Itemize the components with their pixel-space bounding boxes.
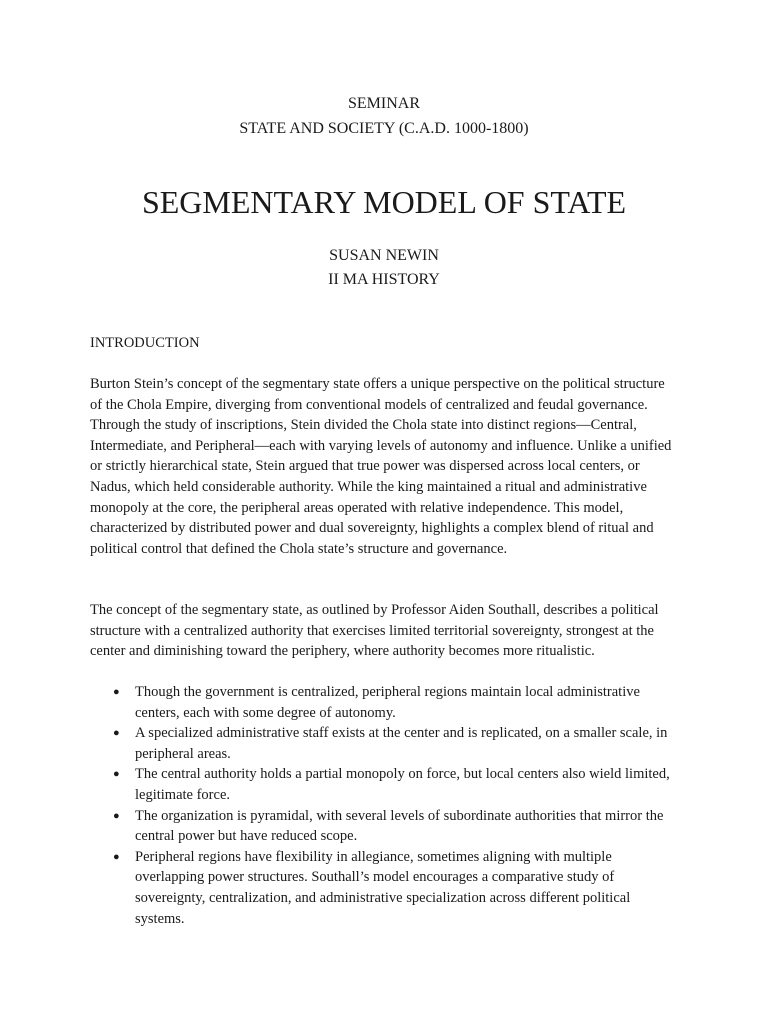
bullet-icon: ● (113, 686, 120, 698)
list-item (90, 806, 680, 847)
list-item-text: The central authority holds a partial monopoly on force, but local centers also wield limited, legitimate force. (135, 766, 670, 803)
list-item (90, 682, 680, 723)
bullet-list (90, 682, 680, 929)
list-item-text: The organization is pyramidal, with several levels of subordinate authorities that mirror the central power but have reduced scope. (135, 807, 664, 845)
bullet-icon: ● (113, 768, 120, 781)
list-item-text: A specialized administrative staff exists at the center and is replicated, on a smaller scale, in peripheral areas. (135, 725, 668, 762)
bullet-icon: ● (113, 809, 120, 822)
list-item-text: Peripheral regions have flexibility in allegiance, sometimes aligning with multiple overlapping power structures. Southall’s model encourages a comparative study of sovereignty, centralization, and administrative specialization across different political systems. (135, 848, 631, 927)
intro-paragraph-2: The concept of the segmentary state, as outlined by Professor Aiden Southall, describes a political structure with a centralized authority that exercises limited territorial sovereignty, strongest at the center and diminishing toward the periphery, where authority becomes more ritualistic. (90, 602, 659, 660)
course-label: STATE AND SOCIETY (C.A.D. 1000-1800) (239, 120, 529, 137)
program-label: II MA HISTORY (328, 271, 440, 288)
list-item-text: Though the government is centralized, peripheral regions maintain local administrative centers, each with some degree of autonomy. (135, 684, 640, 721)
list-item (90, 723, 680, 764)
section-heading-introduction: INTRODUCTION (90, 335, 200, 351)
bullet-icon: ● (113, 727, 120, 740)
document-title: SEGMENTARY MODEL OF STATE (141, 184, 627, 220)
list-item (90, 847, 680, 929)
seminar-label: SEMINAR (347, 95, 420, 112)
intro-paragraph-1: Burton Stein’s concept of the segmentary state offers a unique perspective on the political structure of the Chola Empire, diverging from conventional models of centralized and feudal governance. Through the study of inscriptions, Stein divided the Chola state into distinct regions—Central, Intermediate, and Peripheral—each with varying levels of autonomy and influence. Unlike a unified or strictly hierarchical state, Stein argued that true power was dispersed across local centers, or Nadus, which held considerable authority. While the king maintained a ritual and administrative monopoly at the core, the peripheral areas operated with relative independence. This model, characterized by distributed power and dual sovereignty, highlights a complex blend of ritual and political control that defined the Chola state’s structure and governance. (90, 376, 672, 557)
list-item (90, 764, 680, 805)
author-name: SUSAN NEWIN (329, 247, 439, 264)
bullet-icon: ● (113, 850, 120, 863)
